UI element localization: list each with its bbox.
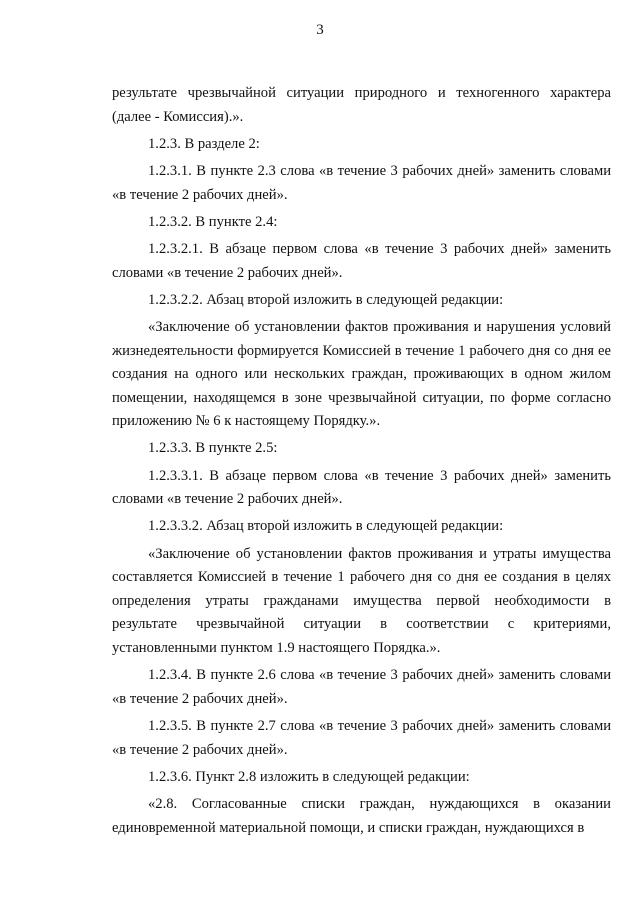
paragraph-11: 1.2.3.4. В пункте 2.6 слова «в течение 3 рабочих дней» заменить словами «в течение 2 рабочих дней». — [112, 667, 611, 707]
paragraph-0: результате чрезвычайной ситуации природного и техногенного характера (далее - Комиссия).». — [112, 85, 611, 125]
paragraph-6: «Заключение об установлении фактов проживания и нарушения условий жизнедеятельности формируется Комиссией в течение 1 рабочего дня со дня ее создания на одного или нескольких граждан, проживающих в одном жилом помещении, находящемся в зоне чрезвычайной ситуации, по форме согласно приложению № 6 к настоящему Порядку.». — [112, 318, 611, 430]
paragraph-1: 1.2.3. В разделе 2: — [148, 135, 260, 152]
paragraph-4: 1.2.3.2.1. В абзаце первом слова «в течение 3 рабочих дней» заменить словами «в течение 2 рабочих дней». — [112, 240, 611, 281]
paragraph-5: 1.2.3.2.2. Абзац второй изложить в следующей редакции: — [148, 291, 504, 308]
paragraph-3: 1.2.3.2. В пункте 2.4: — [148, 213, 278, 230]
paragraph-8: 1.2.3.3.1. В абзаце первом слова «в течение 3 рабочих дней» заменить словами «в течение 2 рабочих дней». — [112, 467, 611, 508]
page-number: 3 — [316, 22, 324, 38]
document-body — [112, 82, 611, 840]
paragraph-12: 1.2.3.5. В пункте 2.7 слова «в течение 3 рабочих дней» заменить словами «в течение 2 рабочих дней». — [112, 717, 611, 758]
paragraph-14: «2.8. Согласованные списки граждан, нуждающихся в оказании единовременной материальной помощи, и списки граждан, нуждающихся в — [112, 795, 611, 836]
paragraph-10: «Заключение об установлении фактов проживания и утраты имущества составляется Комиссией в течение 1 рабочего дня со дня ее создания в целях определения утраты гражданами имущества первой необходимости в результате чрезвычайной ситуации в соответствии с критериями, установленными пунктом 1.9 настоящего Порядка.». — [112, 545, 611, 656]
paragraph-7: 1.2.3.3. В пункте 2.5: — [148, 440, 278, 457]
paragraph-13: 1.2.3.6. Пункт 2.8 изложить в следующей редакции: — [148, 768, 470, 785]
paragraph-9: 1.2.3.3.2. Абзац второй изложить в следующей редакции: — [148, 518, 504, 535]
paragraph-2: 1.2.3.1. В пункте 2.3 слова «в течение 3 рабочих дней» заменить словами «в течение 2 рабочих дней». — [112, 162, 611, 203]
